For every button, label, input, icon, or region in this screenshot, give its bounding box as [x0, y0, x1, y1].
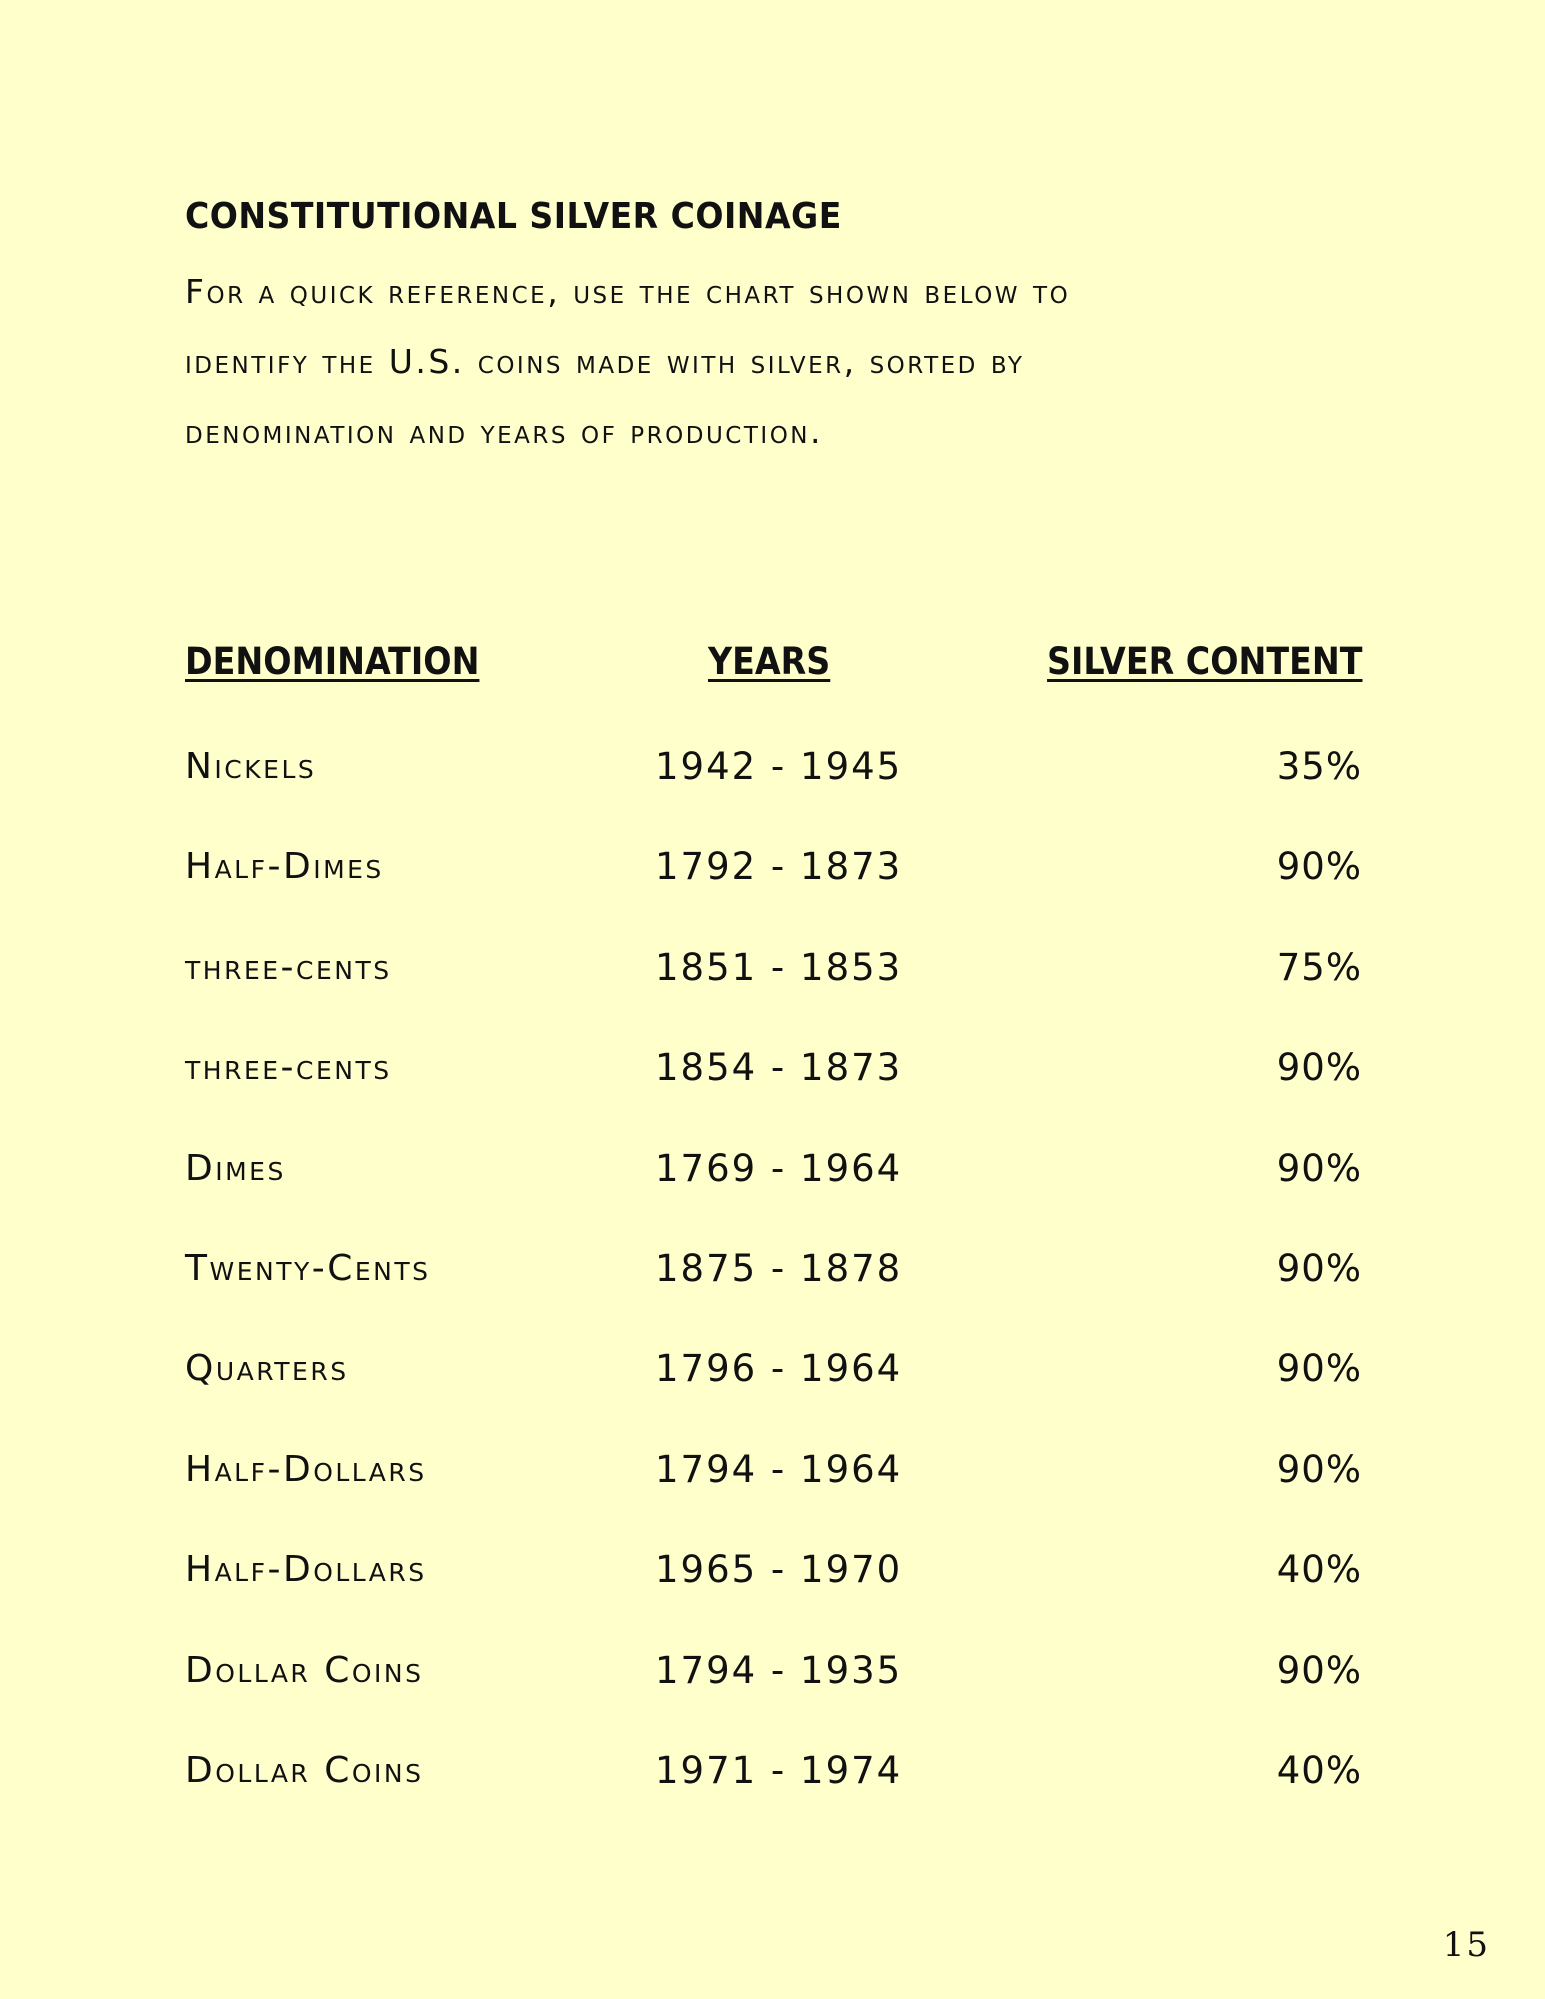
table-row [185, 1445, 1362, 1545]
years-cell: 1942 - 1945 [655, 745, 903, 788]
intro-line-3 [185, 402, 1385, 472]
denomination-cell: Half-Dollars [185, 1549, 427, 1591]
intro-paragraph [185, 262, 1385, 472]
table-body [185, 742, 1362, 1846]
years-cell: 1965 - 1970 [655, 1548, 903, 1592]
silver-content-cell: 90% [1276, 1447, 1362, 1491]
page-title: CONSTITUTIONAL SILVER COINAGE [185, 196, 842, 237]
table-row [185, 943, 1362, 1043]
silver-content-cell: 90% [1276, 1246, 1362, 1290]
table-row [185, 742, 1362, 842]
denomination-cell: Nickels [185, 746, 317, 787]
table-row [185, 1545, 1362, 1645]
silver-coinage-table [185, 640, 1362, 1792]
silver-content-cell: 75% [1276, 945, 1362, 989]
silver-content-cell: 90% [1276, 845, 1362, 889]
denomination-cell: Half-Dimes [185, 846, 384, 888]
silver-content-cell: 90% [1276, 1347, 1362, 1391]
intro-line-2-text: identify the U.S. coins made with silver, sorted by [185, 342, 1025, 381]
header-years: YEARS [708, 640, 831, 683]
table-row [185, 1244, 1362, 1344]
table-row [185, 842, 1362, 942]
silver-content-cell: 90% [1276, 1146, 1362, 1190]
table-header [185, 640, 1362, 698]
intro-line-1 [185, 262, 1385, 332]
intro-line-2 [185, 332, 1385, 402]
table-row [185, 1344, 1362, 1444]
years-cell: 1854 - 1873 [655, 1046, 903, 1090]
years-cell: 1796 - 1964 [655, 1347, 903, 1391]
years-cell: 1769 - 1964 [655, 1146, 903, 1190]
header-silver-content: SILVER CONTENT [1046, 640, 1362, 683]
table-row [185, 1746, 1362, 1846]
silver-content-cell: 40% [1276, 1548, 1362, 1592]
denomination-cell: Twenty-Cents [185, 1247, 431, 1289]
table-row [185, 1144, 1362, 1244]
page-number: 15 [1442, 1925, 1490, 1965]
denomination-cell: three-cents [185, 1047, 392, 1089]
denomination-cell: Dollar Coins [185, 1649, 424, 1691]
silver-content-cell: 90% [1276, 1046, 1362, 1090]
years-cell: 1792 - 1873 [655, 845, 903, 889]
denomination-cell: Dimes [185, 1147, 286, 1189]
years-cell: 1794 - 1935 [655, 1648, 903, 1692]
years-cell: 1794 - 1964 [655, 1447, 903, 1491]
header-denomination: DENOMINATION [185, 640, 480, 683]
intro-line-1-text: For a quick reference, use the chart shown below to [185, 272, 1071, 311]
table-row [185, 1646, 1362, 1746]
silver-content-cell: 40% [1276, 1748, 1362, 1792]
silver-content-cell: 35% [1276, 745, 1362, 788]
denomination-cell: Quarters [185, 1348, 349, 1390]
years-cell: 1971 - 1974 [655, 1748, 903, 1792]
intro-line-3-text: denomination and years of production. [185, 412, 823, 451]
denomination-cell: Half-Dollars [185, 1448, 427, 1490]
silver-content-cell: 90% [1276, 1648, 1362, 1692]
denomination-cell: Dollar Coins [185, 1749, 424, 1791]
years-cell: 1851 - 1853 [655, 945, 903, 989]
denomination-cell: three-cents [185, 946, 392, 988]
table-row [185, 1043, 1362, 1143]
years-cell: 1875 - 1878 [655, 1246, 903, 1290]
